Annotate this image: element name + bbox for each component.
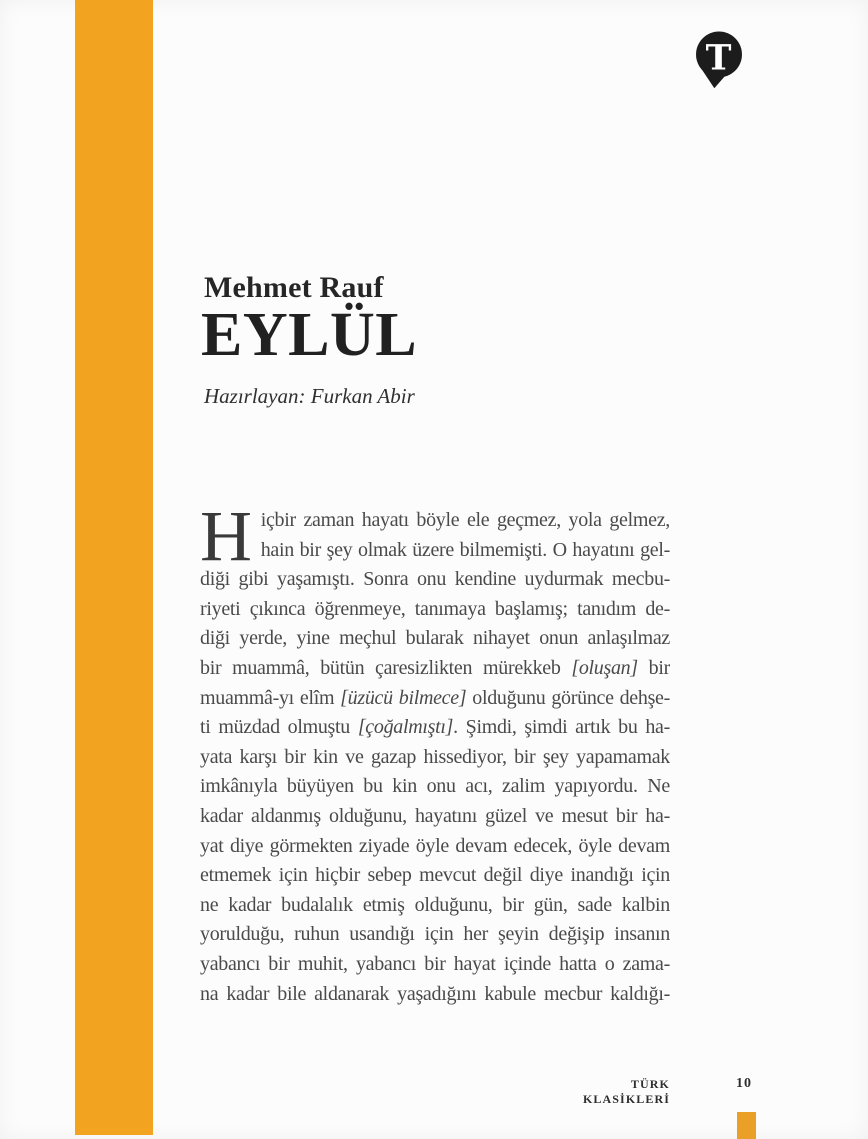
body-segment-italic: [üzücü bilmece]: [340, 686, 467, 709]
body-line: [200, 565, 670, 595]
body-segment: hain bir şey olmak üzere bilmemişti. O hayatını gel-: [260, 538, 670, 561]
body-segment: riyeti çıkınca öğrenmeye, tanımaya başlamış; tanıdım de-: [200, 597, 670, 620]
drop-cap: H: [200, 496, 252, 576]
body-segment: yorulduğu, ruhun usandığı için her şeyin değişip insanın: [200, 923, 670, 946]
body-segment: bir muammâ, bütün çaresizlikten mürekkeb: [200, 656, 572, 679]
body-segment: . Şimdi, şimdi artık bu ha-: [453, 716, 670, 739]
publisher-t-logo-icon: [689, 31, 749, 91]
body-line: [200, 743, 670, 773]
body-segment: diği gibi yaşamıştı. Sonra onu kendine uydurmak mecbu-: [200, 568, 670, 591]
body-segment: ti müzdad olmuştu: [200, 716, 358, 739]
body-segment: kadar aldanmış olduğunu, hayatını güzel ve mesut bir ha-: [200, 804, 670, 827]
body-segment: etmemek için hiçbir sebep mevcut değil diye inandığı için: [200, 864, 670, 887]
series-label: TÜRK KLASİKLERİ: [582, 1077, 670, 1106]
page-number: 10: [736, 1076, 752, 1091]
body-line: [200, 772, 670, 802]
body-segment-italic: [oluşan]: [571, 656, 638, 679]
body-line: [261, 536, 670, 566]
body-lines: [200, 496, 670, 1009]
publisher-logo: [689, 31, 749, 91]
body-segment: bir: [637, 656, 670, 679]
body-segment: na kadar bile aldanarak yaşadığını kabule mecbur kaldığı-: [200, 982, 670, 1005]
body-segment: muammâ-yı elîm: [200, 686, 341, 709]
body-line: [200, 950, 670, 980]
body-line: [200, 891, 670, 921]
body-line: [200, 684, 670, 714]
body-line: [200, 654, 670, 684]
body-text-block: [200, 496, 670, 1009]
body-segment: yat diye görmekten ziyade öyle devam edecek, öyle devam: [200, 834, 670, 857]
body-line: [200, 624, 670, 654]
body-line: [200, 595, 670, 625]
body-line: [200, 861, 670, 891]
body-segment-italic: [çoğalmıştı]: [357, 716, 454, 739]
body-line: [200, 980, 670, 1010]
body-segment: diği yerde, yine meçhul bularak nihayet onun anlaşılmaz: [200, 627, 670, 650]
author-name: Mehmet Rauf: [204, 271, 384, 304]
body-line: [200, 832, 670, 862]
footer-accent-mark: [737, 1112, 756, 1139]
body-line: [200, 920, 670, 950]
left-accent-stripe: [75, 0, 153, 1135]
body-line: [200, 802, 670, 832]
body-segment: ne kadar budalalık etmiş olduğunu, bir gün, sade kalbin: [200, 893, 670, 916]
body-segment: imkânıyla büyüyen bu kin onu acı, zalim yapıyordu. Ne: [200, 775, 670, 798]
logo-letter: T: [705, 37, 732, 79]
body-line: [261, 506, 670, 536]
body-segment: yata karşı bir kin ve gazap hissediyor, bir şey yapamamak: [200, 745, 670, 768]
body-segment: yabancı bir muhit, yabancı bir hayat içinde hatta o zama-: [200, 952, 670, 975]
body-segment: içbir zaman hayatı böyle ele geçmez, yola gelmez,: [260, 509, 670, 531]
book-title: EYLÜL: [201, 301, 418, 369]
body-segment: olduğunu görünce dehşe-: [466, 686, 670, 709]
body-line: [200, 713, 670, 743]
editor-line: Hazırlayan: Furkan Abir: [204, 384, 415, 408]
